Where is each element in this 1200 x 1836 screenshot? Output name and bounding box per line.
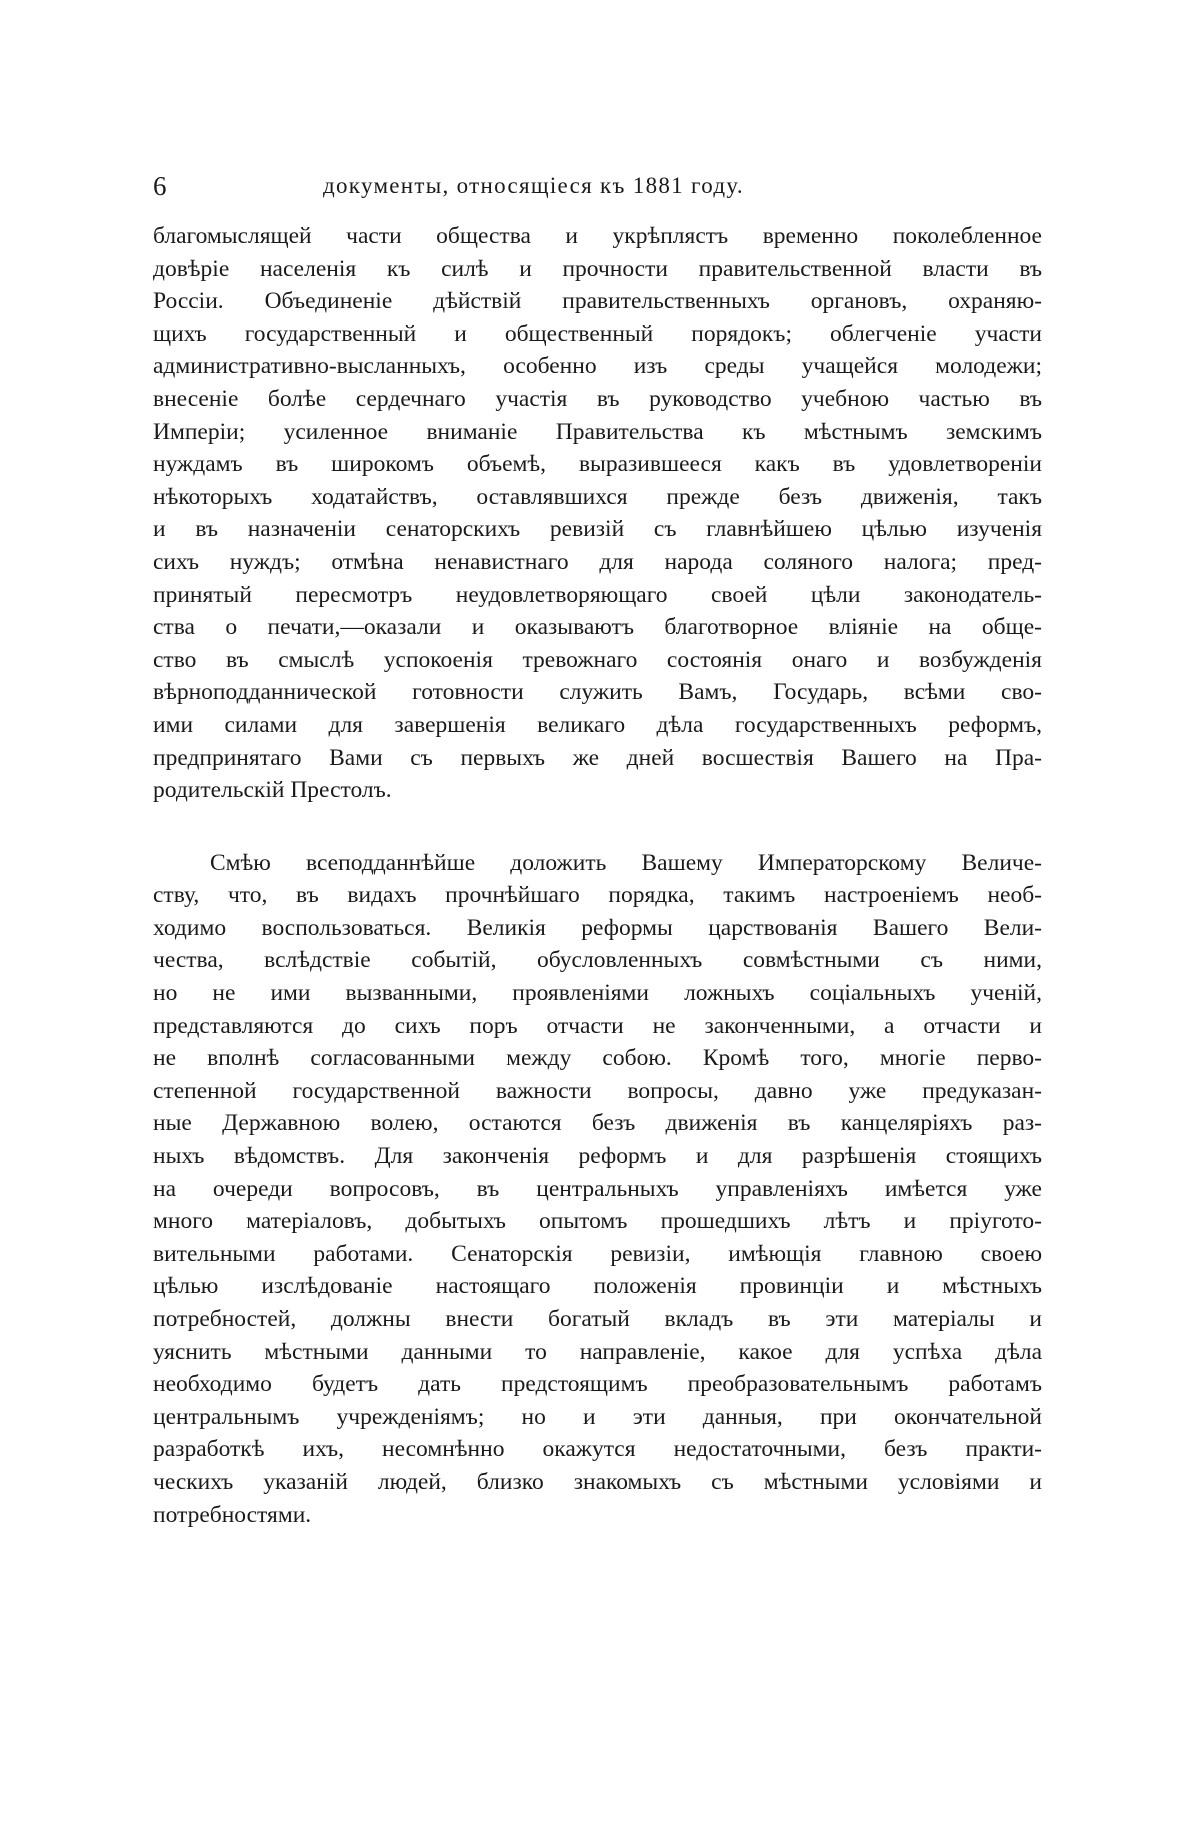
text-line: Россіи. Объединеніе дѣйствій правительственныхъ органовъ, охраняю- (153, 288, 1042, 315)
text-line: необходимо будетъ дать предстоящимъ преобразовательнымъ работамъ (153, 1371, 1042, 1398)
running-title: документы, относящіеся къ 1881 году. (323, 173, 744, 198)
text-line: но не ими вызванными, проявленіями ложныхъ соціальныхъ ученій, (153, 980, 1042, 1007)
text-line: щихъ государственный и общественный порядокъ; облегченіе участи (153, 320, 1042, 347)
paragraph (153, 220, 1042, 807)
text-line: ные Державною волею, остаются безъ движенія въ канцеляріяхъ раз- (153, 1110, 1042, 1137)
text-line: административно-высланныхъ, особенно изъ среды учащейся молодежи; (153, 353, 1042, 380)
text-line: центральнымъ учрежденіямъ; но и эти данныя, при окончательной (153, 1403, 1042, 1430)
text-line: ческихъ указаній людей, близко знакомыхъ съ мѣстными условіями и (153, 1468, 1042, 1495)
text-line: чества, вслѣдствіе событій, обусловленныхъ совмѣстными съ ними, (153, 947, 1042, 974)
text-line: родительскій Престолъ. (153, 777, 392, 804)
text-line: ству, что, въ видахъ прочнѣйшаго порядка, такимъ настроеніемъ необ- (153, 882, 1042, 909)
text-line: много матеріаловъ, добытыхъ опытомъ прошедшихъ лѣтъ и пріугото- (153, 1208, 1042, 1235)
text-line: представляются до сихъ поръ отчасти не законченными, а отчасти и (153, 1012, 1042, 1039)
text-line: Имперіи; усиленное вниманіе Правительства къ мѣстнымъ земскимъ (153, 418, 1042, 445)
text-line: сихъ нуждъ; отмѣна ненавистнаго для народа соляного налога; пред- (153, 548, 1042, 575)
page-header (153, 168, 1042, 204)
text-line: ства о печати,—оказали и оказываютъ благотворное вліяніе на обще- (153, 614, 1042, 641)
text-line: уяснить мѣстными данными то направленіе, какое для успѣха дѣла (153, 1338, 1042, 1365)
text-line: ство въ смыслѣ успокоенія тревожнаго состоянія онаго и возбужденія (153, 646, 1042, 673)
text-line: благомыслящей части общества и укрѣплястъ временно поколебленное (153, 223, 1042, 249)
text-line: разработкѣ ихъ, несомнѣнно окажутся недостаточными, безъ практи- (153, 1436, 1042, 1463)
text-line: не вполнѣ согласованными между собою. Кромѣ того, многіе перво- (153, 1045, 1042, 1072)
text-line: внесеніе болѣе сердечнаго участія въ руководство учебною частью въ (153, 385, 1042, 412)
text-line: принятый пересмотръ неудовлетворяющаго своей цѣли законодатель- (153, 581, 1042, 608)
text-line: предпринятаго Вами съ первыхъ же дней восшествія Вашего на Пра- (153, 744, 1042, 771)
text-line: нѣкоторыхъ ходатайствъ, оставлявшихся прежде безъ движенія, такъ (153, 483, 1042, 510)
text-line: довѣріе населенія къ силѣ и прочности правительственной власти въ (153, 255, 1042, 282)
text-line: на очереди вопросовъ, въ центральныхъ управленіяхъ имѣется уже (153, 1175, 1042, 1202)
text-line: ими силами для завершенія великаго дѣла государственныхъ реформъ, (153, 711, 1042, 738)
page-number: 6 (153, 171, 167, 201)
text-line: вѣрноподданнической готовности служить Вамъ, Государь, всѣми сво- (153, 679, 1042, 706)
text-line: потребностями. (153, 1501, 312, 1528)
text-line: степенной государственной важности вопросы, давно уже предуказан- (153, 1077, 1042, 1104)
text-line: и въ назначеніи сенаторскихъ ревизій съ главнѣйшею цѣлью изученія (153, 516, 1042, 543)
body-text (153, 220, 1042, 1531)
text-line: нуждамъ въ широкомъ объемѣ, выразившееся какъ въ удовлетвореніи (153, 451, 1042, 478)
text-line: ходимо воспользоваться. Великія реформы царствованія Вашего Вели- (153, 914, 1042, 941)
text-line: вительными работами. Сенаторскія ревизіи, имѣющія главною своею (153, 1240, 1042, 1267)
text-line: Смѣю всеподданнѣйше доложить Вашему Императорскому Величе- (210, 849, 1042, 876)
text-line: цѣлью изслѣдованіе настоящаго положенія провинціи и мѣстныхъ (153, 1273, 1042, 1300)
paragraph (153, 847, 1042, 1531)
text-line: потребностей, должны внести богатый вкладъ въ эти матеріалы и (153, 1306, 1042, 1332)
text-line: ныхъ вѣдомствъ. Для законченія реформъ и для разрѣшенія стоящихъ (153, 1143, 1042, 1170)
